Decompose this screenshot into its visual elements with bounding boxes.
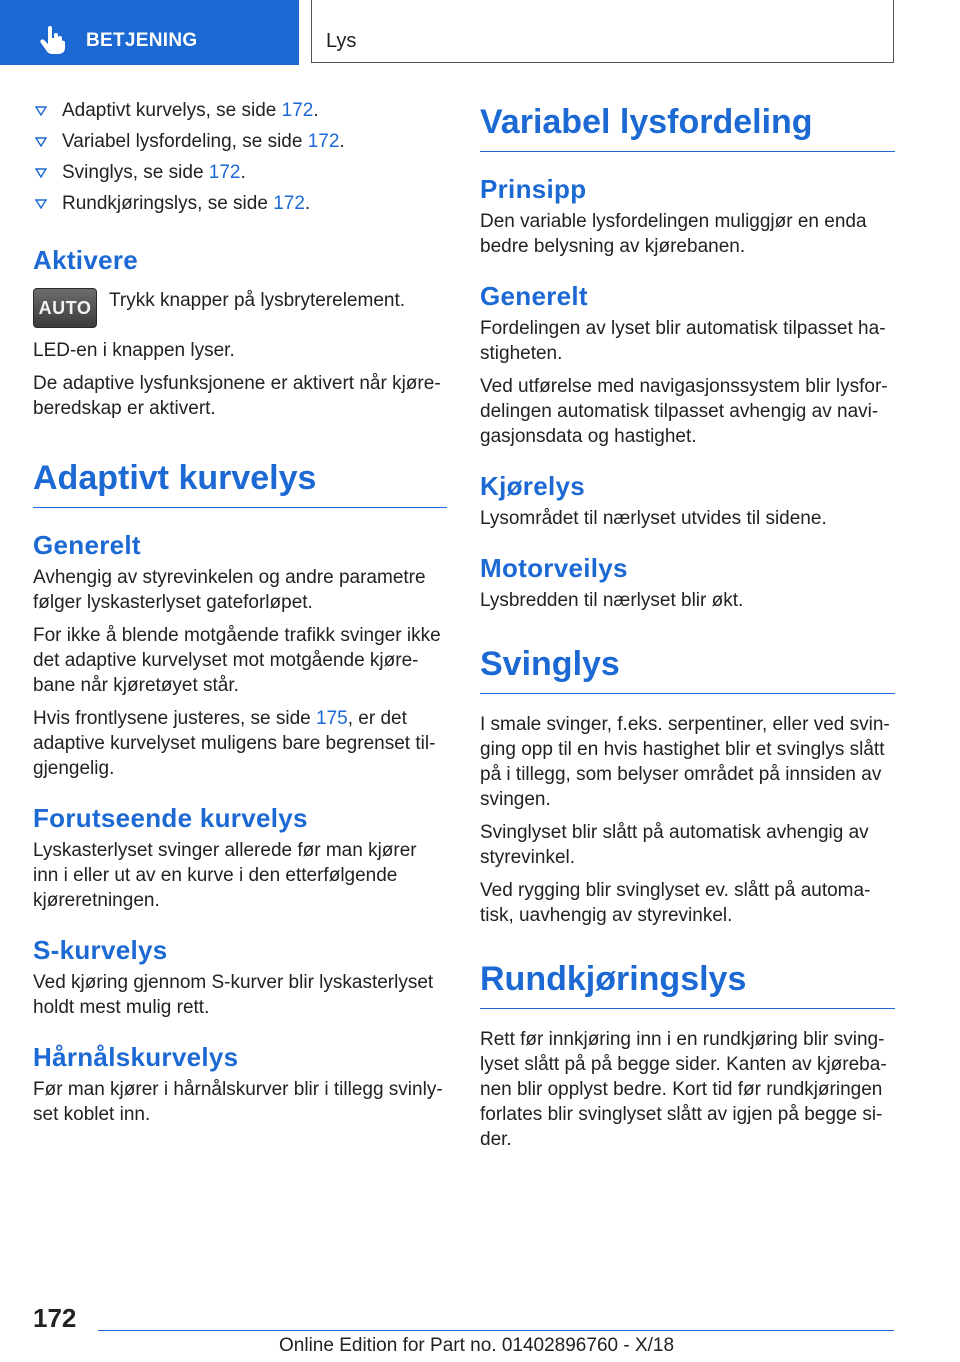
section-title-variabel: Variabel lysfordeling xyxy=(480,103,895,152)
list-item: Adaptivt kurvelys, se side 172. xyxy=(33,95,447,126)
paragraph: Svinglyset blir slått på automatisk avhengig av styrevinkel. xyxy=(480,822,869,868)
hand-pointer-icon xyxy=(40,26,66,54)
paragraph: Lysbredden til nærlyset blir økt. xyxy=(480,590,744,611)
paragraph: Ved kjøring gjennom S-kurver blir lyskasterlyset holdt mest mulig rett. xyxy=(33,972,434,1018)
right-column xyxy=(480,95,895,1152)
heading-prinsipp: Prinsipp xyxy=(480,174,587,204)
heading-s-kurvelys: S-kurvelys xyxy=(33,935,168,965)
page-link[interactable]: 172 xyxy=(208,162,241,183)
auto-button-icon: AUTO xyxy=(33,288,97,328)
paragraph: Lysområdet til nærlyset utvides til sidene. xyxy=(480,508,827,529)
paragraph: De adaptive lysfunksjonene er aktivert når kjøreberedskap er aktivert. xyxy=(33,373,441,419)
page-link[interactable]: 172 xyxy=(273,193,305,214)
paragraph: Ved rygging blir svinglyset ev. slått på automatisk, uavhengig av styrevinkel. xyxy=(480,880,871,926)
triangle-bullet-icon xyxy=(35,137,47,147)
heading-motorveilys: Motorveilys xyxy=(480,553,628,583)
paragraph: Fordelingen av lyset blir automatisk tilpasset hastigheten. xyxy=(480,318,886,364)
page-link[interactable]: 172 xyxy=(281,100,314,121)
section-tab xyxy=(0,0,299,65)
chapter-label: Lys xyxy=(326,30,357,52)
footer-edition: Online Edition for Part no. 01402896760 - X/18 xyxy=(279,1335,675,1356)
heading-kjorelys: Kjørelys xyxy=(480,471,586,501)
section-title-rundkjoring: Rundkjøringslys xyxy=(480,960,895,1009)
section-title-adaptivt: Adaptivt kurvelys xyxy=(33,459,447,508)
triangle-bullet-icon xyxy=(35,106,47,116)
list-item: Rundkjøringslys, se side 172. xyxy=(33,188,447,219)
heading-forutseende: Forutseende kurvelys xyxy=(33,803,308,833)
paragraph: Den variable lysfordelingen muliggjør en enda bedre belysning av kjørebanen. xyxy=(480,211,867,257)
footer-divider xyxy=(98,1330,894,1331)
heading-generelt: Generelt xyxy=(480,281,588,311)
instruction-text: Trykk knapper på lysbryterelement. xyxy=(109,290,406,311)
auto-instruction xyxy=(33,288,447,328)
heading-generelt: Generelt xyxy=(33,530,141,560)
paragraph: Ved utførelse med navigasjonssystem blir lysfordelingen automatisk tilpasset avhengig av navigasjonsdata og hastighet. xyxy=(480,376,888,447)
reference-list xyxy=(33,95,447,219)
heading-harnalskurvelys: Hårnålskurvelys xyxy=(33,1042,239,1072)
section-label: BETJENING xyxy=(86,30,198,51)
paragraph: I smale svinger, f.eks. serpentiner, eller ved svinging opp til en hvis hastighet blir et svinglys slått på i tillegg, som belyser området på innsiden av svingen. xyxy=(480,714,890,810)
paragraph: Før man kjører i hårnålskurver blir i tillegg svinlyset koblet inn. xyxy=(33,1079,443,1125)
heading-aktivere: Aktivere xyxy=(33,245,139,275)
page-number: 172 xyxy=(33,1303,77,1333)
page-link[interactable]: 172 xyxy=(307,131,340,152)
page-link[interactable]: 175 xyxy=(316,708,348,729)
paragraph: Lyskasterlyset svinger allerede før man kjører inn i eller ut av en kurve i den etterfølgende kjøreretningen. xyxy=(33,840,417,911)
triangle-bullet-icon xyxy=(35,168,47,178)
paragraph: Avhengig av styrevinkelen og andre parametre følger lyskasterlyset gateforløpet. xyxy=(33,567,426,613)
paragraph: For ikke å blende motgående trafikk svinger ikke det adaptive kurvelyset mot motgående kjørebane når kjøretøyet står. xyxy=(33,625,441,696)
left-column xyxy=(33,95,447,1127)
list-item: Svinglys, se side 172. xyxy=(33,157,447,188)
triangle-bullet-icon xyxy=(35,199,47,209)
section-title-svinglys: Svinglys xyxy=(480,645,895,694)
chapter-box xyxy=(311,0,894,63)
paragraph: Rett før innkjøring inn i en rundkjøring blir svinglyset slått på på begge sider. Kanten av kjørebanen blir opplyst bedre. Kort tid før rundkjøringen forlates blir svinglyset slått av igjen på begge sider. xyxy=(480,1029,887,1150)
paragraph: LED-en i knappen lyser. xyxy=(33,340,235,361)
paragraph: Hvis frontlysene justeres, se side 175, er det adaptive kurvelyset muligens bare begrenset tilgjengelig. xyxy=(33,708,436,779)
list-item: Variabel lysfordeling, se side 172. xyxy=(33,126,447,157)
